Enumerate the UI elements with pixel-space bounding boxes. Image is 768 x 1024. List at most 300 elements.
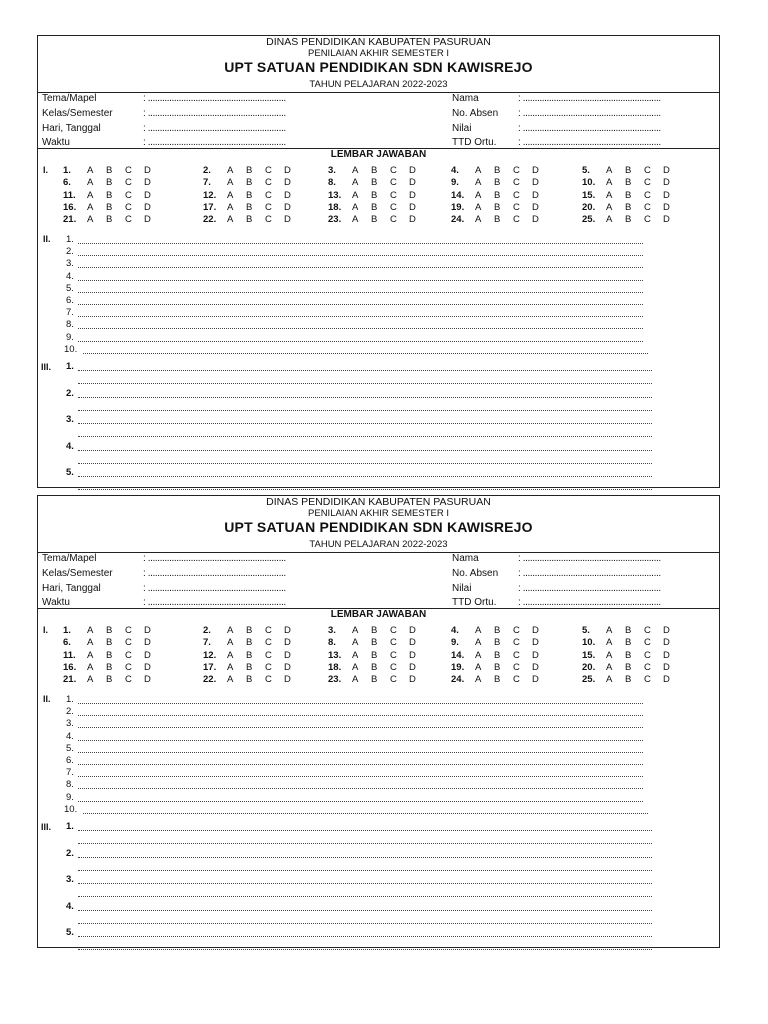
essay-answer-line[interactable] xyxy=(78,857,652,858)
short-answer-number: 6. xyxy=(66,755,74,766)
answer-option[interactable]: D xyxy=(409,649,416,661)
answer-option[interactable]: D xyxy=(409,674,416,686)
answer-option[interactable]: C xyxy=(390,214,397,226)
essay-answer-line[interactable] xyxy=(78,410,652,411)
answer-option[interactable]: A xyxy=(352,214,359,226)
field-blank[interactable]: : .......................................................... xyxy=(518,583,661,594)
answer-option[interactable]: D xyxy=(144,165,151,176)
mc-question xyxy=(328,202,428,213)
answer-option[interactable]: D xyxy=(284,625,291,636)
essay-answer-line[interactable] xyxy=(78,936,652,937)
answer-option[interactable]: A xyxy=(87,661,94,673)
answer-option[interactable]: B xyxy=(494,165,501,176)
essay-answer-line[interactable] xyxy=(78,370,652,371)
answer-option[interactable]: A xyxy=(475,661,482,673)
answer-option[interactable]: A xyxy=(352,649,359,661)
answer-option[interactable]: A xyxy=(475,201,482,213)
answer-option[interactable]: C xyxy=(265,637,272,649)
answer-option[interactable]: C xyxy=(513,649,520,661)
field-blank[interactable]: : .......................................................... xyxy=(518,597,661,608)
answer-option[interactable]: A xyxy=(227,214,234,226)
question-number: 6. xyxy=(63,637,71,649)
answer-option[interactable]: A xyxy=(606,649,613,661)
answer-option[interactable]: A xyxy=(606,189,613,201)
answer-sheet-bottom xyxy=(37,495,720,948)
answer-option[interactable]: A xyxy=(227,674,234,686)
answer-option[interactable]: C xyxy=(265,661,272,673)
field-blank[interactable]: : .......................................................... xyxy=(143,123,286,134)
answer-option[interactable]: A xyxy=(227,165,234,176)
answer-option[interactable]: D xyxy=(663,201,670,213)
answer-option[interactable]: D xyxy=(663,637,670,649)
answer-option[interactable]: B xyxy=(246,165,253,176)
answer-option[interactable]: D xyxy=(409,637,416,649)
answer-option[interactable]: C xyxy=(644,674,651,686)
answer-option[interactable]: D xyxy=(284,189,291,201)
field-blank[interactable]: : .......................................................... xyxy=(143,137,286,148)
answer-option[interactable]: A xyxy=(227,201,234,213)
answer-option[interactable]: B xyxy=(246,177,253,189)
essay-answer-line[interactable] xyxy=(78,476,652,477)
field-label: Waktu xyxy=(42,137,70,148)
answer-option[interactable]: A xyxy=(227,637,234,649)
short-answer-line[interactable] xyxy=(78,304,643,305)
answer-option[interactable]: B xyxy=(246,637,253,649)
answer-option[interactable]: B xyxy=(106,189,113,201)
answer-option[interactable]: B xyxy=(371,177,378,189)
answer-option[interactable]: C xyxy=(513,625,520,636)
answer-option[interactable]: A xyxy=(606,674,613,686)
answer-option[interactable]: B xyxy=(494,214,501,226)
answer-option[interactable]: C xyxy=(644,625,651,636)
question-number: 23. xyxy=(328,674,342,686)
answer-option[interactable]: D xyxy=(663,189,670,201)
answer-option[interactable]: C xyxy=(265,214,272,226)
answer-option[interactable]: B xyxy=(371,674,378,686)
answer-option[interactable]: D xyxy=(409,201,416,213)
answer-option[interactable]: C xyxy=(125,177,132,189)
answer-option[interactable]: B xyxy=(494,625,501,636)
answer-option[interactable]: A xyxy=(606,625,613,636)
answer-option[interactable]: D xyxy=(532,637,539,649)
answer-option[interactable]: B xyxy=(625,674,632,686)
question-number: 20. xyxy=(582,201,596,213)
field-blank[interactable]: : .......................................................... xyxy=(143,597,286,608)
answer-option[interactable]: A xyxy=(87,674,94,686)
answer-option[interactable]: C xyxy=(125,637,132,649)
answer-option[interactable]: B xyxy=(246,201,253,213)
answer-option[interactable]: A xyxy=(475,165,482,176)
question-number: 19. xyxy=(451,661,465,673)
answer-option[interactable]: C xyxy=(390,625,397,636)
answer-option[interactable]: B xyxy=(106,165,113,176)
essay-answer-line[interactable] xyxy=(78,423,652,424)
answer-option[interactable]: C xyxy=(644,661,651,673)
answer-option[interactable]: C xyxy=(513,189,520,201)
field-blank[interactable]: : .......................................................... xyxy=(518,93,661,104)
answer-option[interactable]: A xyxy=(87,201,94,213)
answer-option[interactable]: C xyxy=(125,674,132,686)
answer-option[interactable]: C xyxy=(125,189,132,201)
short-answer-number: 4. xyxy=(66,270,74,282)
answer-option[interactable]: D xyxy=(409,189,416,201)
answer-option[interactable]: D xyxy=(409,214,416,226)
answer-option[interactable]: A xyxy=(352,189,359,201)
essay-answer-line[interactable] xyxy=(78,397,652,398)
answer-option[interactable]: D xyxy=(409,625,416,636)
answer-option[interactable]: B xyxy=(106,674,113,686)
answer-option[interactable]: A xyxy=(352,201,359,213)
answer-option[interactable]: B xyxy=(494,661,501,673)
answer-option[interactable]: B xyxy=(494,201,501,213)
short-answer-number: 3. xyxy=(66,258,74,270)
answer-option[interactable]: C xyxy=(390,201,397,213)
answer-option[interactable]: D xyxy=(284,177,291,189)
short-answer-line[interactable] xyxy=(78,715,643,716)
short-answer-line[interactable] xyxy=(78,341,643,342)
answer-option[interactable]: B xyxy=(246,625,253,636)
answer-option[interactable]: C xyxy=(513,165,520,176)
field-blank[interactable]: : .......................................................... xyxy=(143,553,286,564)
answer-option[interactable]: B xyxy=(371,661,378,673)
question-number: 16. xyxy=(63,661,77,673)
short-answer-line[interactable] xyxy=(78,292,643,293)
answer-option[interactable]: A xyxy=(475,177,482,189)
mc-question xyxy=(63,674,163,685)
essay-number: 1. xyxy=(66,361,74,372)
answer-option[interactable]: B xyxy=(371,649,378,661)
answer-option[interactable]: C xyxy=(644,201,651,213)
essay-answer-line[interactable] xyxy=(78,843,652,844)
answer-option[interactable]: B xyxy=(371,214,378,226)
answer-option[interactable]: D xyxy=(284,165,291,176)
question-number: 18. xyxy=(328,661,342,673)
mc-question xyxy=(328,662,428,673)
answer-option[interactable]: D xyxy=(663,625,670,636)
answer-option[interactable]: C xyxy=(265,649,272,661)
answer-option[interactable]: B xyxy=(625,165,632,176)
answer-option[interactable]: B xyxy=(625,177,632,189)
answer-option[interactable]: A xyxy=(475,189,482,201)
field-label: Waktu xyxy=(42,597,70,608)
answer-option[interactable]: A xyxy=(87,214,94,226)
answer-option[interactable]: C xyxy=(513,661,520,673)
answer-option[interactable]: D xyxy=(532,625,539,636)
mc-question xyxy=(203,202,303,213)
answer-option[interactable]: D xyxy=(144,214,151,226)
answer-option[interactable]: D xyxy=(144,177,151,189)
answer-option[interactable]: A xyxy=(606,201,613,213)
answer-option[interactable]: B xyxy=(246,661,253,673)
answer-option[interactable]: D xyxy=(532,649,539,661)
short-answer-line[interactable] xyxy=(78,776,643,777)
answer-option[interactable]: A xyxy=(606,177,613,189)
answer-option[interactable]: D xyxy=(144,649,151,661)
answer-option[interactable]: D xyxy=(532,214,539,226)
field-blank[interactable]: : .......................................................... xyxy=(143,108,286,119)
mc-question xyxy=(328,650,428,661)
answer-option[interactable]: B xyxy=(106,201,113,213)
answer-option[interactable]: C xyxy=(125,165,132,176)
answer-option[interactable]: B xyxy=(494,177,501,189)
mc-question xyxy=(63,637,163,648)
essay-answer-line[interactable] xyxy=(78,910,652,911)
essay-answer-line[interactable] xyxy=(78,489,652,490)
answer-option[interactable]: A xyxy=(87,189,94,201)
answer-option[interactable]: B xyxy=(246,214,253,226)
answer-option[interactable]: A xyxy=(352,165,359,176)
answer-option[interactable]: A xyxy=(87,177,94,189)
answer-option[interactable]: C xyxy=(513,637,520,649)
essay-answer-line[interactable] xyxy=(78,949,652,950)
short-answer-line[interactable] xyxy=(78,727,643,728)
essay-number: 4. xyxy=(66,900,74,912)
short-answer-line[interactable] xyxy=(78,764,643,765)
field-blank[interactable]: : .......................................................... xyxy=(143,93,286,104)
mc-question xyxy=(582,625,682,636)
field-blank[interactable]: : .......................................................... xyxy=(143,583,286,594)
essay-answer-line[interactable] xyxy=(78,436,652,437)
short-answer-line[interactable] xyxy=(78,752,643,753)
question-number: 11. xyxy=(63,189,76,201)
answer-option[interactable]: B xyxy=(371,165,378,176)
answer-option[interactable]: C xyxy=(125,625,132,636)
answer-option[interactable]: C xyxy=(265,201,272,213)
answer-option[interactable]: C xyxy=(265,165,272,176)
short-answer-line[interactable] xyxy=(78,243,643,244)
answer-option[interactable]: A xyxy=(87,649,94,661)
answer-option[interactable]: A xyxy=(352,674,359,686)
answer-option[interactable]: D xyxy=(663,177,670,189)
mc-question xyxy=(203,165,303,176)
short-answer-line[interactable] xyxy=(78,328,643,329)
short-answer-line[interactable] xyxy=(78,316,643,317)
question-number: 8. xyxy=(328,637,336,649)
answer-option[interactable]: B xyxy=(625,214,632,226)
section-label: I. xyxy=(43,625,49,635)
answer-option[interactable]: D xyxy=(532,674,539,686)
answer-option[interactable]: C xyxy=(125,649,132,661)
answer-option[interactable]: A xyxy=(227,661,234,673)
question-number: 1. xyxy=(63,625,71,636)
answer-option[interactable]: B xyxy=(494,637,501,649)
mc-question xyxy=(203,637,303,648)
answer-option[interactable]: A xyxy=(227,177,234,189)
field-blank[interactable]: : .......................................................... xyxy=(518,568,661,579)
answer-option[interactable]: C xyxy=(644,177,651,189)
answer-option[interactable]: A xyxy=(606,165,613,176)
short-answer-line[interactable] xyxy=(78,788,643,789)
answer-option[interactable]: A xyxy=(475,674,482,686)
short-answer-line[interactable] xyxy=(78,740,643,741)
short-answer-line[interactable] xyxy=(78,280,643,281)
answer-option[interactable]: C xyxy=(265,177,272,189)
answer-option[interactable]: A xyxy=(227,625,234,636)
field-blank[interactable]: : .......................................................... xyxy=(518,123,661,134)
question-number: 17. xyxy=(203,661,217,673)
answer-option[interactable]: B xyxy=(494,189,501,201)
answer-option[interactable]: C xyxy=(125,214,132,226)
answer-option[interactable]: B xyxy=(246,649,253,661)
question-number: 5. xyxy=(582,625,590,636)
answer-option[interactable]: B xyxy=(494,674,501,686)
answer-option[interactable]: C xyxy=(390,661,397,673)
question-number: 21. xyxy=(63,674,77,686)
answer-option[interactable]: A xyxy=(87,625,94,636)
essay-number: 2. xyxy=(66,387,74,399)
answer-option[interactable]: C xyxy=(390,674,397,686)
answer-option[interactable]: B xyxy=(625,649,632,661)
answer-option[interactable]: D xyxy=(284,674,291,686)
answer-option[interactable]: D xyxy=(663,649,670,661)
answer-option[interactable]: C xyxy=(125,201,132,213)
answer-option[interactable]: D xyxy=(144,201,151,213)
answer-option[interactable]: D xyxy=(284,201,291,213)
essay-answer-line[interactable] xyxy=(78,383,652,384)
question-number: 22. xyxy=(203,674,217,686)
answer-option[interactable]: D xyxy=(284,649,291,661)
answer-option[interactable]: D xyxy=(144,661,151,673)
short-answer-line[interactable] xyxy=(78,801,643,802)
answer-option[interactable]: C xyxy=(513,177,520,189)
essay-number: 5. xyxy=(66,927,74,938)
answer-option[interactable]: B xyxy=(371,201,378,213)
essay-answer-line[interactable] xyxy=(78,830,652,831)
answer-option[interactable]: B xyxy=(246,674,253,686)
answer-option[interactable]: C xyxy=(390,177,397,189)
answer-option[interactable]: A xyxy=(475,625,482,636)
answer-option[interactable]: D xyxy=(144,625,151,636)
field-blank[interactable]: : .......................................................... xyxy=(518,553,661,564)
answer-option[interactable]: C xyxy=(265,625,272,636)
answer-option[interactable]: A xyxy=(227,649,234,661)
answer-option[interactable]: C xyxy=(513,214,520,226)
mc-question xyxy=(582,674,682,685)
answer-option[interactable]: A xyxy=(606,661,613,673)
essay-answer-line[interactable] xyxy=(78,463,652,464)
answer-option[interactable]: A xyxy=(475,637,482,649)
answer-option[interactable]: D xyxy=(284,661,291,673)
question-number: 24. xyxy=(451,674,465,686)
short-answer-line[interactable] xyxy=(78,703,643,704)
answer-option[interactable]: D xyxy=(409,661,416,673)
field-blank[interactable]: : .......................................................... xyxy=(518,108,661,119)
answer-option[interactable]: D xyxy=(532,189,539,201)
answer-option[interactable]: C xyxy=(513,201,520,213)
answer-option[interactable]: C xyxy=(644,189,651,201)
answer-option[interactable]: D xyxy=(409,165,416,176)
mc-question xyxy=(63,165,163,176)
answer-option[interactable]: A xyxy=(87,165,94,176)
answer-option[interactable]: B xyxy=(625,637,632,649)
answer-option[interactable]: D xyxy=(663,165,670,176)
answer-option[interactable]: B xyxy=(106,661,113,673)
answer-option[interactable]: B xyxy=(625,189,632,201)
question-number: 7. xyxy=(203,637,211,649)
answer-option[interactable]: B xyxy=(625,661,632,673)
agency-title: DINAS PENDIDIKAN KABUPATEN PASURUAN xyxy=(266,36,491,48)
answer-option[interactable]: B xyxy=(106,649,113,661)
answer-option[interactable]: A xyxy=(87,637,94,649)
exam-title: PENILAIAN AKHIR SEMESTER I xyxy=(308,508,449,519)
field-blank[interactable]: : .......................................................... xyxy=(143,568,286,579)
essay-answer-line[interactable] xyxy=(78,883,652,884)
answer-option[interactable]: D xyxy=(532,165,539,176)
answer-option[interactable]: D xyxy=(532,201,539,213)
answer-option[interactable]: D xyxy=(532,661,539,673)
answer-option[interactable]: C xyxy=(644,637,651,649)
answer-option[interactable]: B xyxy=(106,214,113,226)
answer-option[interactable]: C xyxy=(265,674,272,686)
answer-option[interactable]: B xyxy=(106,177,113,189)
answer-option[interactable]: A xyxy=(352,637,359,649)
answer-option[interactable]: D xyxy=(532,177,539,189)
answer-option[interactable]: D xyxy=(409,177,416,189)
answer-option[interactable]: A xyxy=(352,177,359,189)
essay-answer-line[interactable] xyxy=(78,450,652,451)
answer-option[interactable]: D xyxy=(284,214,291,226)
short-answer-line[interactable] xyxy=(83,813,648,814)
answer-option[interactable]: C xyxy=(390,165,397,176)
answer-option[interactable]: B xyxy=(371,189,378,201)
answer-option[interactable]: D xyxy=(144,674,151,686)
field-blank[interactable]: : .......................................................... xyxy=(518,137,661,148)
answer-option[interactable]: B xyxy=(371,625,378,636)
section-label: II. xyxy=(43,694,51,704)
answer-option[interactable]: C xyxy=(644,214,651,226)
answer-option[interactable]: D xyxy=(663,661,670,673)
answer-option[interactable]: C xyxy=(125,661,132,673)
answer-option[interactable]: C xyxy=(644,165,651,176)
short-answer-line[interactable] xyxy=(78,255,643,256)
answer-option[interactable]: B xyxy=(106,637,113,649)
essay-answer-line[interactable] xyxy=(78,896,652,897)
answer-option[interactable]: C xyxy=(390,189,397,201)
answer-option[interactable]: B xyxy=(371,637,378,649)
question-number: 13. xyxy=(328,189,342,201)
answer-option[interactable]: B xyxy=(246,189,253,201)
answer-option[interactable]: D xyxy=(284,637,291,649)
short-answer-line[interactable] xyxy=(83,353,648,354)
answer-option[interactable]: D xyxy=(144,189,151,201)
answer-option[interactable]: D xyxy=(144,637,151,649)
mc-question xyxy=(203,190,303,201)
answer-option[interactable]: A xyxy=(475,214,482,226)
short-answer-number: 10. xyxy=(64,343,78,355)
answer-option[interactable]: A xyxy=(352,625,359,636)
answer-option[interactable]: C xyxy=(513,674,520,686)
answer-option[interactable]: C xyxy=(390,637,397,649)
answer-option[interactable]: A xyxy=(227,189,234,201)
answer-option[interactable]: B xyxy=(494,649,501,661)
answer-option[interactable]: A xyxy=(606,637,613,649)
answer-option[interactable]: C xyxy=(644,649,651,661)
answer-option[interactable]: C xyxy=(390,649,397,661)
essay-answer-line[interactable] xyxy=(78,923,652,924)
answer-option[interactable]: B xyxy=(625,625,632,636)
answer-option[interactable]: A xyxy=(352,661,359,673)
answer-option[interactable]: A xyxy=(606,214,613,226)
answer-option[interactable]: D xyxy=(663,674,670,686)
question-number: 4. xyxy=(451,625,459,636)
answer-option[interactable]: B xyxy=(106,625,113,636)
answer-option[interactable]: A xyxy=(475,649,482,661)
answer-option[interactable]: C xyxy=(265,189,272,201)
short-answer-line[interactable] xyxy=(78,267,643,268)
answer-option[interactable]: D xyxy=(663,214,670,226)
answer-option[interactable]: B xyxy=(625,201,632,213)
essay-answer-line[interactable] xyxy=(78,870,652,871)
